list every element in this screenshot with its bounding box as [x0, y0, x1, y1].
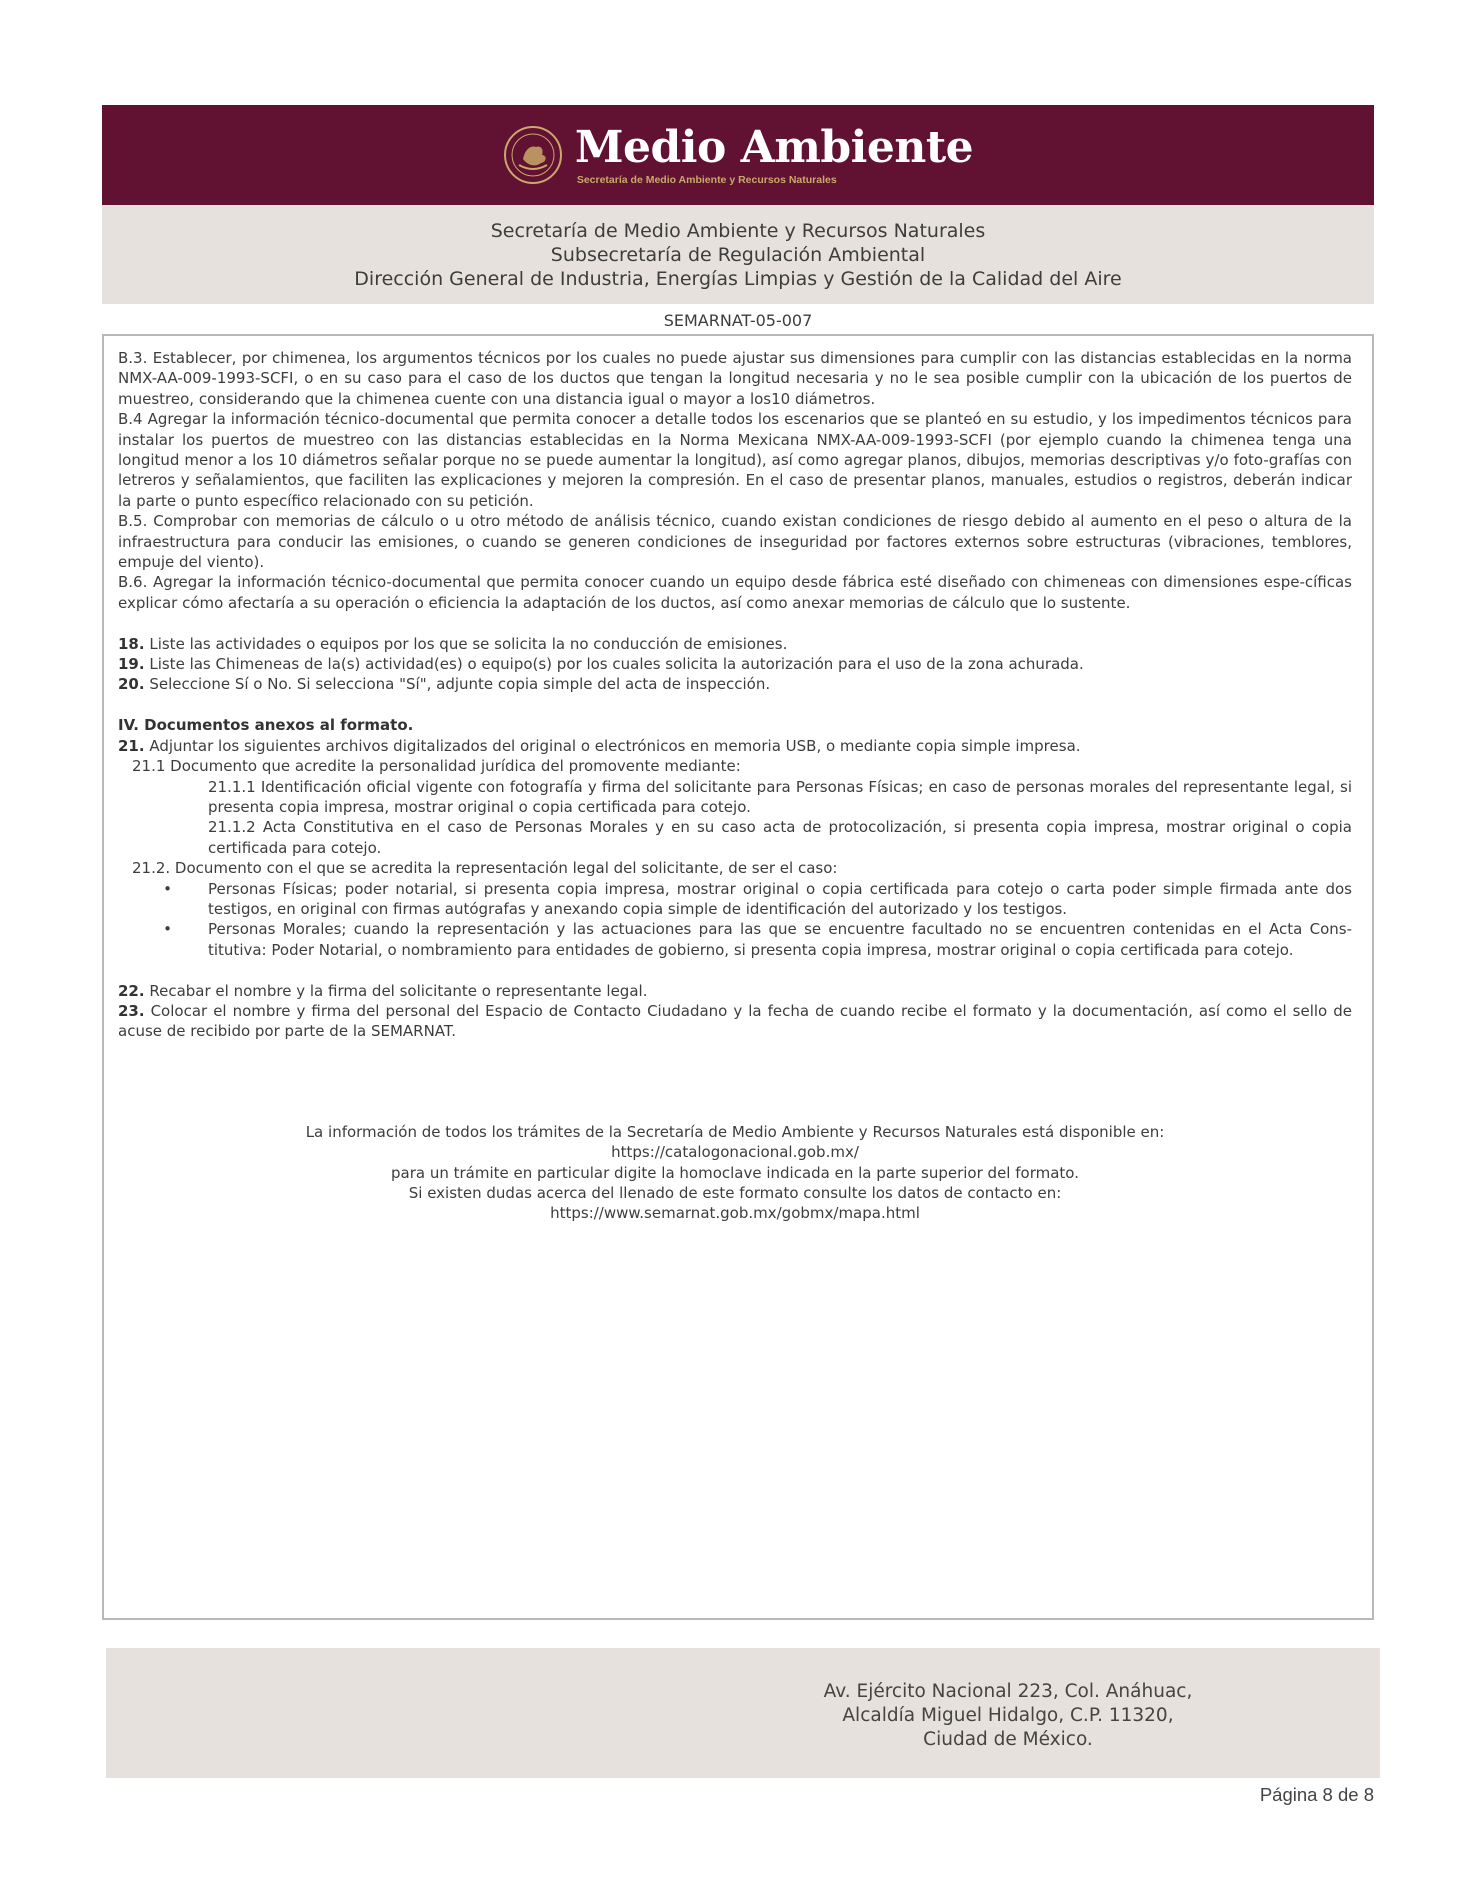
item-23: 23. Colocar el nombre y firma del personal del Espacio de Contacto Ciudadano y la fecha de cuando recibe el formato y la documentación, así como el sello de acuse de recibido por parte de la SEMARNAT. — [118, 1001, 1352, 1041]
section-iv-heading: IV. Documentos anexos al formato. — [118, 716, 414, 735]
item-21-2: 21.2. Documento con el que se acredita la representación legal del solicitante, de ser el caso: — [132, 859, 838, 878]
bullet-marker: • — [163, 879, 172, 898]
item-22: 22. Recabar el nombre y la firma del solicitante o representante legal. — [118, 981, 648, 1000]
paragraph-b4: B.4 Agregar la información técnico-documental que permita conocer a detalle todos los escenarios que se planteó en su estudio, y los impedimentos técnicos para instalar los puertos de muestreo con las distancias establecidas en la Norma Mexicana NMX-AA-009-1993-SCFI (por ejemplo cuando la chimenea tenga una longitud menor a los 10 diámetros señalar porque no se puede aumentar la longitud), así como agregar planos, dibujos, memorias descriptivas y/o foto-grafías con letreros y señalamientos, que faciliten las explicaciones y mejoren la compresión. En el caso de presentar planos, manuales, estudios o registros, deberán indicar la parte o punto específico relacionado con su petición. — [118, 410, 1352, 510]
national-seal-icon — [503, 125, 563, 185]
header-line-direccion: Dirección General de Industria, Energías Limpias y Gestión de la Calidad del Aire — [354, 268, 1122, 290]
item-19: 19. Liste las Chimeneas de la(s) actividad(es) o equipo(s) por los cuales solicita la autorización para el uso de la zona achurada. — [118, 655, 1084, 674]
bullet-marker: • — [163, 920, 172, 939]
homoclave: SEMARNAT-05-007 — [663, 311, 813, 330]
contact-link[interactable]: https://www.semarnat.gob.mx/gobmx/mapa.html — [550, 1204, 920, 1223]
info-line-4: Si existen dudas acerca del llenado de este formato consulte los datos de contacto en: — [408, 1183, 1062, 1202]
page-number: Página 8 de 8 — [1259, 1784, 1374, 1805]
item-21-1-2: 21.1.2 Acta Constitutiva en el caso de Personas Morales y en su caso acta de protocolización, si presenta copia impresa, mostrar original o copia certificada para cotejo. — [208, 818, 1352, 857]
brand-subtitle: Secretaría de Medio Ambiente y Recursos Naturales — [576, 174, 837, 186]
instructions-box — [102, 334, 1374, 1620]
paragraph-b6: B.6. Agregar la información técnico-documental que permita conocer cuando un equipo desde fábrica esté diseñado con chimeneas con dimensiones espe-cíficas explicar cómo afectaría a su operación o eficiencia la adaptación de los ductos, así como anexar memorias de cálculo que lo sustente. — [118, 573, 1352, 612]
header-band — [102, 205, 1374, 304]
header-line-secretaria: Secretaría de Medio Ambiente y Recursos Naturales — [490, 220, 986, 242]
address-line-1: Av. Ejército Nacional 223, Col. Anáhuac, — [823, 1681, 1193, 1702]
paragraph-b5: B.5. Comprobar con memorias de cálculo o u otro método de análisis técnico, cuando existan condiciones de riesgo debido al aumento en el peso o altura de la infraestructura para conducir las emisiones, o cuando se generen condiciones de inseguridad por factores externos sobre estructuras (vibraciones, temblores, empuje del viento). — [118, 512, 1352, 572]
catalog-link[interactable]: https://catalogonacional.gob.mx/ — [611, 1143, 859, 1162]
bullet-personas-morales: • Personas Morales; cuando la representación y las actuaciones para las que se encuentre facultado no se encuentren contenidas en el Acta Cons-titutiva: Poder Notarial, o nombramiento para entidades de gobierno, si presenta copia impresa, mostrar original o copia certificada para cotejo. — [118, 919, 1352, 960]
header-banner — [102, 105, 1374, 205]
address-line-3: Ciudad de México. — [923, 1729, 1093, 1750]
info-line-3: para un trámite en particular digite la homoclave indicada en la parte superior del formato. — [391, 1163, 1079, 1182]
item-21-1-1: 21.1.1 Identificación oficial vigente con fotografía y firma del solicitante para Personas Físicas; en caso de personas morales del representante legal, si presenta copia impresa, mostrar original o copia certificada para cotejo. — [208, 777, 1352, 816]
paragraph-b3: B.3. Establecer, por chimenea, los argumentos técnicos por los cuales no puede ajustar sus dimensiones para cumplir con las distancias establecidas en la norma NMX-AA-009-1993-SCFI, o en su caso para el caso de los ductos que tengan la longitud necesaria y no le sea posible cumplir con la ubicación de los puertos de muestreo, considerando que la chimenea cuente con una distancia igual o mayor a los10 diámetros. — [118, 349, 1352, 408]
logo — [503, 124, 973, 186]
item-20: 20. Seleccione Sí o No. Si selecciona "Sí", adjunte copia simple del acta de inspección. — [118, 675, 771, 694]
address-line-2: Alcaldía Miguel Hidalgo, C.P. 11320, — [842, 1705, 1174, 1726]
address — [798, 1680, 1218, 1752]
header-line-subsecretaria: Subsecretaría de Regulación Ambiental — [550, 244, 926, 266]
item-18: 18. Liste las actividades o equipos por los que se solicita la no conducción de emisiones. — [118, 634, 788, 653]
instructions-text — [118, 348, 1352, 1042]
bullet-personas-fisicas: • Personas Físicas; poder notarial, si presenta copia impresa, mostrar original o copia certificada para cotejo o carta poder simple firmada ante dos testigos, en original con firmas autógrafas y anexando copia simple de identificación del autorizado y los testigos. — [118, 879, 1352, 920]
item-21-1: 21.1 Documento que acredite la personalidad jurídica del promovente mediante: — [132, 757, 741, 776]
info-line-1: La información de todos los trámites de la Secretaría de Medio Ambiente y Recursos Naturales está disponible en: — [305, 1122, 1165, 1141]
info-block — [118, 1122, 1352, 1224]
item-21: 21. Adjuntar los siguientes archivos digitalizados del original o electrónicos en memoria USB, o mediante copia simple impresa. — [118, 736, 1081, 755]
brand-title: Medio Ambiente — [574, 122, 974, 173]
